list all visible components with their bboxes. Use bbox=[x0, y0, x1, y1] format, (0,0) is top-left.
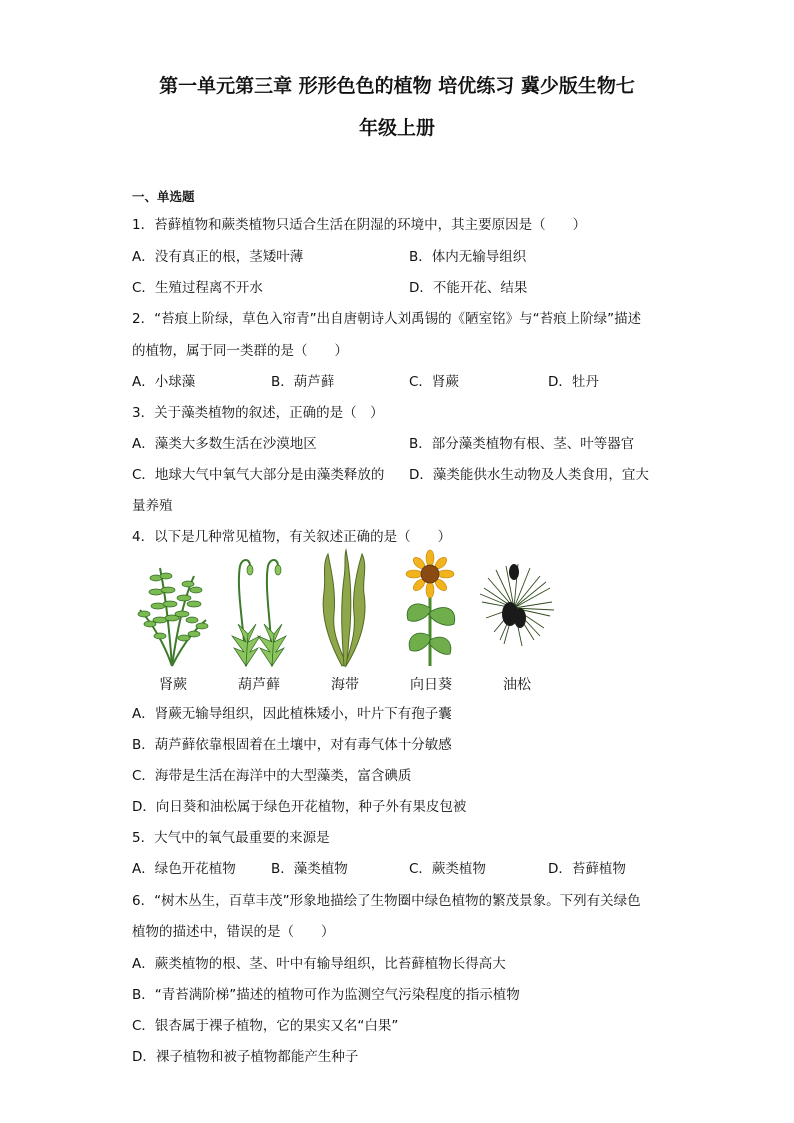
q2-option-c: C．肾蕨 bbox=[409, 374, 459, 390]
q4-plant-figure bbox=[130, 548, 560, 698]
q6-option-c: C．银杏属于裸子植物，它的果实又名“白果” bbox=[132, 1018, 399, 1034]
q6-stem-line1: 6．“树木丛生，百草丰茂”形象地描绘了生物圈中绿色植物的繁茂景象。下列有关绿色 bbox=[132, 893, 641, 909]
q1-option-b: B．体内无输导组织 bbox=[409, 249, 527, 265]
q1-option-a: A．没有真正的根，茎矮叶薄 bbox=[132, 249, 304, 265]
q4-option-b: B．葫芦藓依靠根固着在土壤中，对有毒气体十分敏感 bbox=[132, 737, 452, 753]
q1-option-d: D．不能开花、结果 bbox=[409, 280, 528, 296]
fern-image bbox=[130, 548, 216, 698]
kelp-image bbox=[302, 548, 388, 698]
q4-option-d: D．向日葵和油松属于绿色开花植物，种子外有果皮包被 bbox=[132, 799, 467, 815]
q1-option-c: C．生殖过程离不开水 bbox=[132, 280, 263, 296]
q3-option-d-cont: 量养殖 bbox=[132, 498, 173, 514]
q6-option-b: B．“青苔满阶梯”描述的植物可作为监测空气污染程度的指示植物 bbox=[132, 987, 520, 1003]
moss-label: 葫芦藓 bbox=[238, 677, 280, 693]
q6-option-a: A．蕨类植物的根、茎、叶中有输导组织，比苔藓植物长得高大 bbox=[132, 956, 506, 972]
q4-option-a: A．肾蕨无输导组织，因此植株矮小，叶片下有孢子囊 bbox=[132, 706, 452, 722]
q4-option-c: C．海带是生活在海洋中的大型藻类，富含碘质 bbox=[132, 768, 412, 784]
q2-option-b: B．葫芦藓 bbox=[271, 374, 335, 390]
q4-stem: 4．以下是几种常见植物，有关叙述正确的是（ ） bbox=[132, 529, 452, 545]
page-title-line2: 年级上册 bbox=[358, 117, 435, 139]
q5-option-a: A．绿色开花植物 bbox=[132, 861, 236, 877]
q3-stem: 3．关于藻类植物的叙述，正确的是（ ） bbox=[132, 405, 384, 421]
q3-option-a: A．藻类大多数生活在沙漠地区 bbox=[132, 436, 317, 452]
fern-label: 肾蕨 bbox=[159, 677, 187, 693]
sunflower-label: 向日葵 bbox=[410, 677, 452, 693]
q5-option-d: D．苔藓植物 bbox=[548, 861, 626, 877]
moss-image bbox=[216, 548, 302, 698]
q3-option-c: C．地球大气中氧气大部分是由藻类释放的 bbox=[132, 467, 385, 483]
page-title-line1: 第一单元第三章 形形色色的植物 培优练习 冀少版生物七 bbox=[159, 75, 635, 97]
pine-image bbox=[474, 548, 560, 698]
q2-option-a: A．小球藻 bbox=[132, 374, 196, 390]
q2-stem-line2: 的植物，属于同一类群的是（ ） bbox=[132, 343, 348, 359]
q5-option-c: C．蕨类植物 bbox=[409, 861, 486, 877]
pine-label: 油松 bbox=[503, 677, 531, 693]
section-heading: 一、单选题 bbox=[132, 189, 195, 204]
q5-stem: 5．大气中的氧气最重要的来源是 bbox=[132, 830, 330, 846]
q3-option-b: B．部分藻类植物有根、茎、叶等器官 bbox=[409, 436, 635, 452]
q3-option-d: D．藻类能供水生动物及人类食用，宜大 bbox=[409, 467, 649, 483]
q6-stem-line2: 植物的描述中，错误的是（ ） bbox=[132, 924, 335, 940]
q5-option-b: B．藻类植物 bbox=[271, 861, 348, 877]
kelp-label: 海带 bbox=[331, 677, 359, 693]
q2-option-d: D．牡丹 bbox=[548, 374, 599, 390]
sunflower-image bbox=[388, 548, 474, 698]
q6-option-d: D．裸子植物和被子植物都能产生种子 bbox=[132, 1049, 359, 1065]
q2-stem-line1: 2．“苔痕上阶绿，草色入帘青”出自唐朝诗人刘禹锡的《陋室铭》与“苔痕上阶绿”描述 bbox=[132, 311, 642, 327]
q1-stem: 1．苔藓植物和蕨类植物只适合生活在阴湿的环境中，其主要原因是（ ） bbox=[132, 217, 587, 233]
